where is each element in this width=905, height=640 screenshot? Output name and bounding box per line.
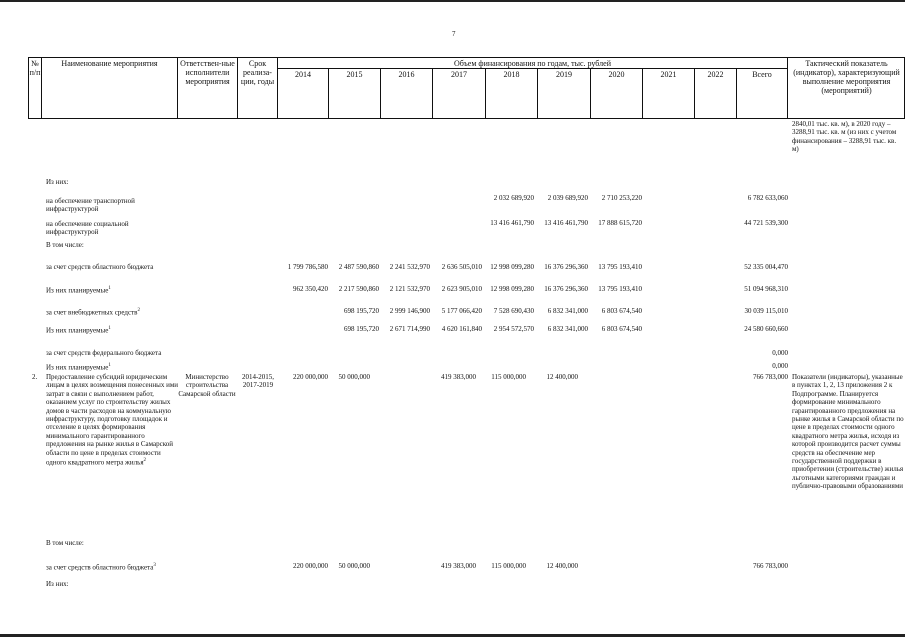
row-label: Из них планируемые$^1$ xyxy=(46,363,111,372)
row-label: В том числе: xyxy=(46,539,84,547)
row-label: В том числе: xyxy=(46,241,84,249)
header-year-2017: 2017 xyxy=(451,70,467,79)
header-year-2014: 2014 xyxy=(295,70,311,79)
row-label: Из них планируемые$^1$ xyxy=(46,326,111,335)
header-year-2015: 2015 xyxy=(346,70,363,79)
row-label: за счет внебюджетных средств$^2$ xyxy=(46,308,140,317)
indicator-continuation: 2840,01 тыс. кв. м), в 2020 году – 3288,91 тыс. кв. м (из них с учетом финансирования – 3288,91 тыс. кв. м) xyxy=(792,120,897,154)
row-label: Из них планируемые$^1$ xyxy=(46,286,111,295)
row-label: за счет средств федерального бюджета xyxy=(46,349,162,357)
page-number: 7 xyxy=(452,30,456,38)
header-term: Срок реализа-ции, годы xyxy=(240,59,275,86)
header-top-border xyxy=(28,57,905,58)
item-indicator: Показатели (индикаторы), указанные в пунктах 1, 2, 13 приложения 2 к Подпрограмме. Планируется формирование минимального гарантированного предложения на рынке жилья в Самарской области по цене в пределах стоимости одного квадратного метра жилья, исходя из которой производится расчет суммы средств на обеспечение мер государственной поддержки в приобретении (строительстве) жилья льготными категориями граждан и публично-правовыми образованиями xyxy=(792,373,904,491)
row-label: на обеспечение транспортной инфраструктурой xyxy=(46,197,135,214)
row-label: Из них: xyxy=(46,178,69,186)
financing-subheader-border xyxy=(277,68,787,69)
item-term: 2014-2015, 2017-2019 xyxy=(241,373,275,390)
header-no: № п/п xyxy=(29,59,41,77)
header-year-2019: 2019 xyxy=(556,70,572,79)
item-responsible: Министерство строительства Самарской области xyxy=(178,373,236,398)
row-label: Из них: xyxy=(46,580,69,588)
item-number: 2. xyxy=(32,373,38,381)
header-name: Наименование мероприятия xyxy=(61,59,158,68)
header-year-2020: 2020 xyxy=(608,70,625,79)
scan-bottom-edge xyxy=(0,634,905,637)
header-year-2022: 2022 xyxy=(707,70,724,79)
item-name: Предоставление субсидий юридическим лицам в целях возмещения понесенных ими затрат в связи с выполнением работ, оказанием услуг по строительству жилых домов в части расходов на коммунальную инфраструктуру, подготовку площадок и отселение в целях формирования минимального гарантированного предложения на рынке жилья в Самарской области по цене в пределах стоимости одного квадратного метра жилья$^2$ xyxy=(46,373,179,467)
row-label: на обеспечение социальной инфраструктурой xyxy=(46,220,129,237)
row-label: за счет средств областного бюджета$^3$ xyxy=(46,563,156,572)
row-label: за счет средств областного бюджета xyxy=(46,263,154,271)
header-year-2016: 2016 xyxy=(398,70,415,79)
header-bottom-border xyxy=(28,118,905,119)
header-financing: Объем финансирования по годам, тыс. рублей xyxy=(454,59,611,68)
header-indicator: Тактический показатель (индикатор), характеризующий выполнение мероприятия (мероприятий) xyxy=(793,59,900,95)
header-year-2021: 2021 xyxy=(660,70,677,79)
header-year-2018: 2018 xyxy=(503,70,520,79)
scan-top-edge xyxy=(0,0,905,2)
header-total: Всего xyxy=(752,70,772,79)
header-responsible: Ответствен-ные исполнители мероприятия xyxy=(180,59,235,86)
